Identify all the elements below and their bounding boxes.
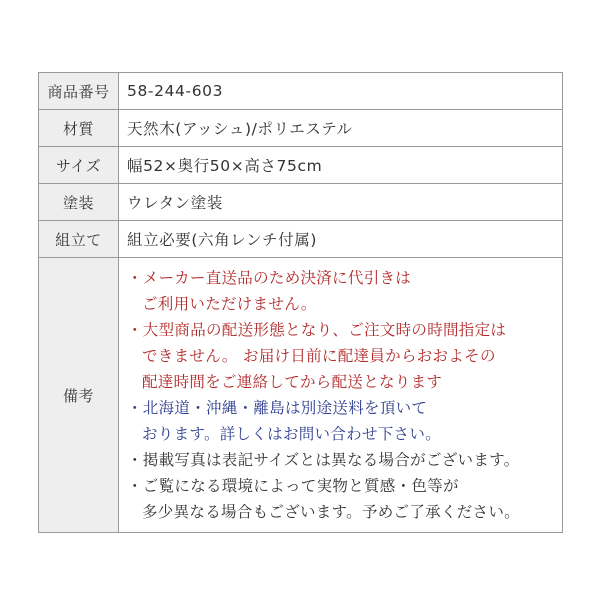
product-number-label: 商品番号 [39,73,119,110]
finish-label: 塗装 [39,184,119,221]
note-photo-size [127,447,562,473]
note-line: 多少異なる場合もございます。予めご了承ください。 [142,503,520,521]
note-line: ・大型商品の配送形態となり、ご注文時の時間指定は [127,321,507,339]
note-color-variation [127,473,562,525]
spec-row-finish [39,184,563,221]
spec-row-size [39,147,563,184]
finish-value: ウレタン塗装 [119,184,563,221]
spec-row-material [39,110,563,147]
size-label: サイズ [39,147,119,184]
assembly-value: 組立必要(六角レンチ付属) [119,221,563,258]
note-cash-on-delivery [127,265,562,317]
product-number-value: 58-244-603 [119,73,563,110]
note-line: おります。詳しくはお問い合わせ下さい。 [142,425,441,443]
material-label: 材質 [39,110,119,147]
note-delivery-time [127,317,562,395]
notes-label: 備考 [39,258,119,533]
spec-row-product-number [39,73,563,110]
note-remote-shipping [127,395,562,447]
assembly-label: 組立て [39,221,119,258]
spec-row-notes [39,258,563,533]
note-line: 配達時間をご連絡してから配送となります [142,373,443,391]
material-value: 天然木(アッシュ)/ポリエステル [119,110,563,147]
spec-row-assembly [39,221,563,258]
notes-content [119,258,563,533]
note-line: できません。 お届け日前に配達員からおおよその [142,347,496,365]
note-line: ・掲載写真は表記サイズとは異なる場合がございます。 [127,451,520,469]
note-line: ご利用いただけません。 [142,295,317,313]
product-spec-table [38,72,563,533]
note-line: ・ご覧になる環境によって実物と質感・色等が [127,477,459,495]
note-line: ・北海道・沖縄・離島は別途送料を頂いて [127,399,428,417]
size-value: 幅52×奥行50×高さ75cm [119,147,563,184]
note-line: ・メーカー直送品のため決済に代引きは [127,269,412,287]
